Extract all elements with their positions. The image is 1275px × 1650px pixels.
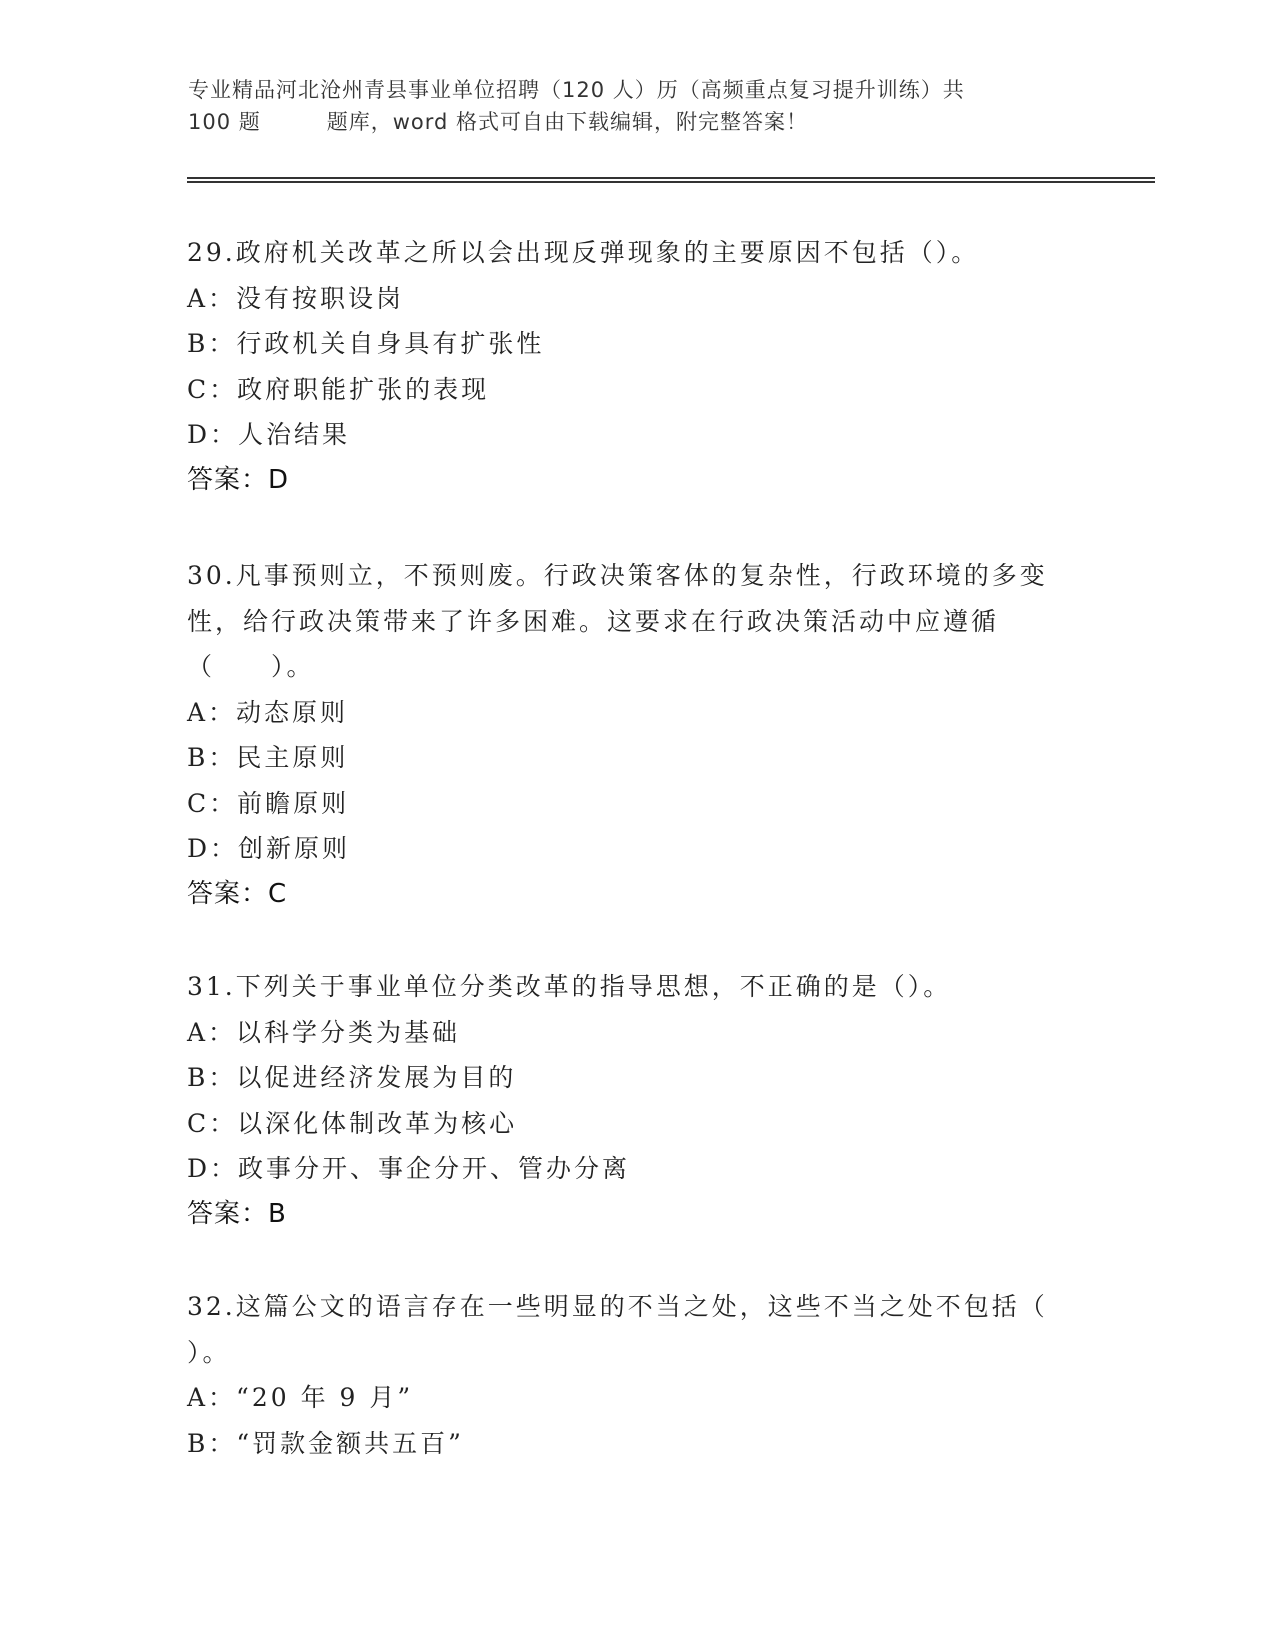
header-double-rule [187, 177, 1155, 183]
option-a: A：动态原则 [187, 697, 349, 727]
answer-line: 答案：C [187, 878, 288, 909]
option-c: C：以深化体制改革为核心 [187, 1108, 518, 1138]
question-stem: 31.下列关于事业单位分类改革的指导思想，不正确的是（）。 [187, 972, 952, 1001]
option-b: B：以促进经济发展为目的 [187, 1063, 517, 1092]
question-30 [187, 553, 1087, 917]
question-stem: 30.凡事预则立，不预则废。行政决策客体的复杂性，行政环境的多变 [187, 561, 1048, 590]
question-31 [187, 964, 1087, 1237]
option-d: D：创新原则 [187, 834, 351, 863]
question-29 [187, 230, 1087, 503]
option-d: D：政事分开、事企分开、管办分离 [187, 1154, 631, 1183]
option-c: C：政府职能扩张的表现 [187, 374, 490, 404]
option-b: B：“罚款金额共五百” [187, 1428, 464, 1458]
option-c: C：前瞻原则 [187, 788, 350, 818]
option-a: A：以科学分类为基础 [187, 1017, 461, 1047]
question-stem: 32.这篇公文的语言存在一些明显的不当之处，这些不当之处不包括（ [187, 1292, 1048, 1321]
option-a: A：“20 年 9 月” [187, 1383, 414, 1412]
question-32 [187, 1284, 1087, 1466]
question-stem-continued: 性，给行政决策带来了许多困难。这要求在行政决策活动中应遵循 [187, 606, 1000, 636]
header-line-1: 专业精品河北沧州青县事业单位招聘（120 人）历（高频重点复习提升训练）共 [188, 78, 965, 102]
option-b: B：民主原则 [187, 743, 349, 772]
answer-line: 答案：B [187, 1198, 287, 1229]
option-d: D：人治结果 [187, 420, 351, 449]
header-line-2: 100 题 题库，word 格式可自由下载编辑，附完整答案！ [188, 110, 809, 134]
option-a: A：没有按职设岗 [187, 283, 405, 313]
document-header [188, 74, 1068, 138]
question-stem: 29.政府机关改革之所以会出现反弹现象的主要原因不包括（）。 [187, 238, 980, 267]
question-stem-continued: （ ）。 [187, 652, 315, 681]
option-b: B：行政机关自身具有扩张性 [187, 329, 545, 358]
question-stem-continued: ）。 [187, 1337, 231, 1367]
answer-line: 答案：D [187, 464, 290, 495]
